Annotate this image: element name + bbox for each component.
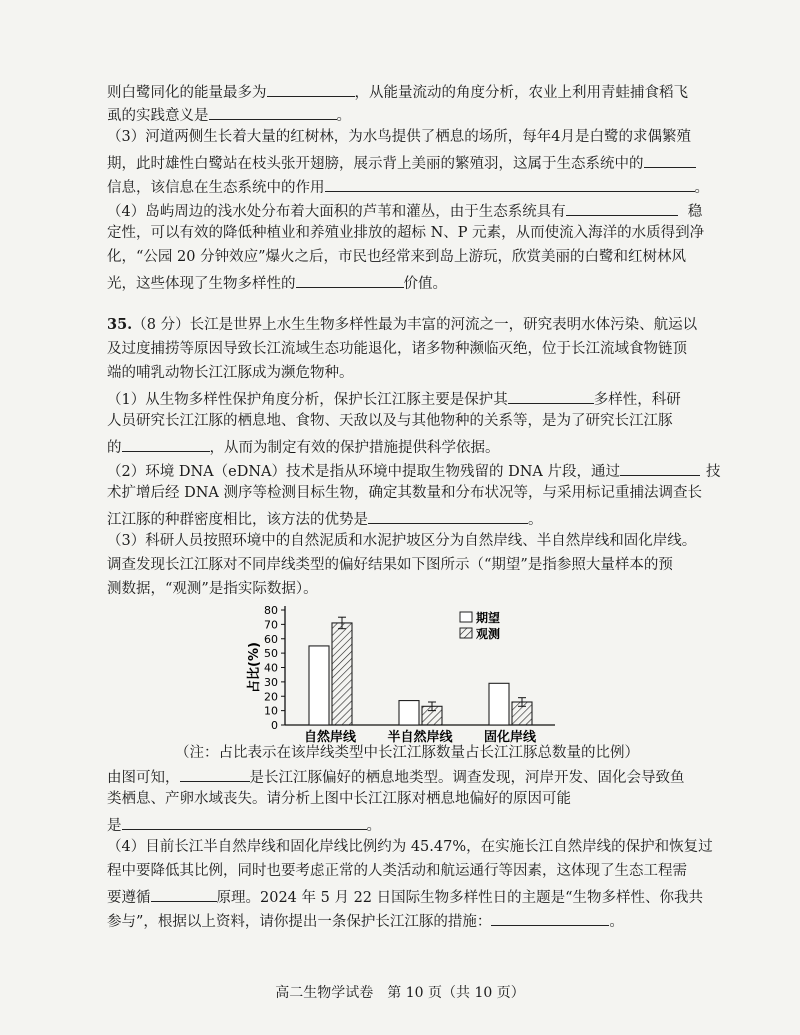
- text-line: 信息，该信息在生态系统中的作用 。: [107, 175, 709, 198]
- x-tick-label: 半自然岸线: [387, 730, 453, 745]
- answer-blank[interactable]: [491, 909, 609, 926]
- text-line: 要遵循 原理。2024 年 5 月 22 日国际生物多样性日的主题是“生物多样性、你我共: [107, 885, 703, 908]
- answer-blank[interactable]: [508, 387, 594, 404]
- y-tick-label: 10: [264, 704, 278, 718]
- y-tick-label: 0: [271, 719, 278, 732]
- page-footer: 高二生物学试卷 第 10 页（共 10 页）: [275, 985, 525, 1001]
- text-line: （1）从生物多样性保护角度分析，保护长江江豚主要是保护其 多样性，科研: [107, 387, 681, 410]
- bar-observed: [332, 623, 352, 725]
- answer-blank[interactable]: [368, 507, 528, 524]
- bar-expected: [309, 646, 329, 725]
- x-tick-label: 自然岸线: [303, 730, 357, 745]
- text-line: 虱的实践意义是 。: [107, 103, 351, 126]
- chart-note: （注：占比表示在该岸线类型中长江江豚数量占长江江豚总数量的比例）: [175, 745, 639, 761]
- text-line: 定性，可以有效的降低种植业和养殖业排放的超标 N、P 元素，从而使流入海洋的水质得到净: [107, 225, 705, 241]
- text-line: （2）环境 DNA（eDNA）技术是指从环境中提取生物残留的 DNA 片段，通过 技: [107, 459, 721, 482]
- text-line: 光，这些体现了生物多样性的 价值。: [107, 271, 447, 294]
- answer-blank[interactable]: [180, 765, 250, 782]
- text-line: 则白鹭同化的能量最多为 ，从能量流动的角度分析，农业上利用青蛙捕食稻飞: [107, 80, 688, 103]
- answer-blank[interactable]: [122, 435, 210, 452]
- text-line: 调查发现长江江豚对不同岸线类型的偏好结果如下图所示（“期望”是指参照大量样本的预: [107, 557, 673, 573]
- answer-blank[interactable]: [566, 199, 678, 216]
- answer-blank[interactable]: [122, 813, 367, 830]
- bar-expected: [489, 683, 509, 725]
- text-line: （4）岛屿周边的浅水处分布着大面积的芦苇和灌丛，由于生态系统具有 稳: [107, 199, 702, 222]
- legend-swatch: [460, 612, 472, 622]
- legend-label: 期望: [476, 611, 501, 625]
- text-line: 类栖息、产卵水域丧失。请分析上图中长江江豚对栖息地偏好的原因可能: [107, 791, 571, 807]
- y-tick-label: 50: [264, 647, 278, 661]
- text-line: 程中要降低其比例，同时也要考虑正常的人类活动和航运通行等因素，这体现了生态工程需: [107, 863, 687, 879]
- text-line: 江江豚的种群密度相比，该方法的优势是 。: [107, 507, 543, 530]
- text-line: 端的哺乳动物长江江豚成为濒危物种。: [107, 365, 354, 381]
- y-tick-label: 20: [264, 690, 278, 704]
- answer-blank[interactable]: [296, 271, 404, 288]
- answer-blank[interactable]: [325, 175, 695, 192]
- text-line: 是 。: [107, 813, 381, 836]
- answer-blank[interactable]: [151, 885, 217, 902]
- text-line: 期，此时雄性白鹭站在枝头张开翅膀，展示背上美丽的繁殖羽，这属于生态系统中的: [107, 151, 696, 174]
- text-line: 化，“公园 20 分钟效应”爆火之后，市民也经常来到岛上游玩，欣赏美丽的白鹭和红树林风: [107, 249, 686, 265]
- answer-blank[interactable]: [644, 151, 696, 168]
- y-tick-label: 80: [264, 604, 278, 617]
- y-tick-label: 30: [264, 675, 278, 689]
- text-line: （3）科研人员按照环境中的自然泥质和水泥护坡区分为自然岸线、半自然岸线和固化岸线。: [107, 533, 697, 549]
- text-line: 由图可知， 是长江江豚偏好的栖息地类型。调查发现，河岸开发、固化会导致鱼: [107, 765, 685, 788]
- x-tick-label: 固化岸线: [483, 730, 537, 745]
- text-line: （4）目前长江半自然岸线和固化岸线比例约为 45.47%，在实施长江自然岸线的保护和恢复过: [107, 839, 713, 855]
- text-line: 人员研究长江江豚的栖息地、食物、天敌以及与其他物种的关系等，是为了研究长江江豚: [107, 413, 673, 429]
- question-35-header: 35.（8 分）长江是世界上水生生物多样性最为丰富的河流之一，研究表明水体污染、航运以: [107, 316, 698, 333]
- y-tick-label: 70: [264, 618, 278, 632]
- text-line: 测数据，“观测”是指实际数据）。: [107, 581, 318, 597]
- y-axis-label: 占比(%): [247, 642, 262, 693]
- answer-blank[interactable]: [267, 80, 355, 97]
- legend-label: 观测: [476, 627, 501, 641]
- text-line: 术扩增后经 DNA 测序等检测目标生物，确定其数量和分布状况等，与采用标记重捕法调查长: [107, 485, 702, 501]
- habitat-preference-bar-chart: [240, 600, 570, 750]
- answer-blank[interactable]: [209, 103, 337, 120]
- text-line: 及过度捕捞等原因导致长江流域生态功能退化，诸多物种濒临灭绝，位于长江流域食物链顶: [107, 341, 687, 357]
- text-line: 的 ，从而为制定有效的保护措施提供科学依据。: [107, 435, 500, 458]
- y-tick-label: 40: [264, 661, 278, 675]
- text-line: 参与”，根据以上资料，请你提出一条保护长江江豚的措施： 。: [107, 909, 624, 932]
- bar-expected: [399, 701, 419, 725]
- y-tick-label: 60: [264, 632, 278, 646]
- text-line: （3）河道两侧生长着大量的红树林，为水鸟提供了栖息的场所，每年4月是白鹭的求偶繁殖: [107, 129, 691, 145]
- answer-blank[interactable]: [620, 459, 700, 476]
- legend-swatch: [460, 628, 472, 638]
